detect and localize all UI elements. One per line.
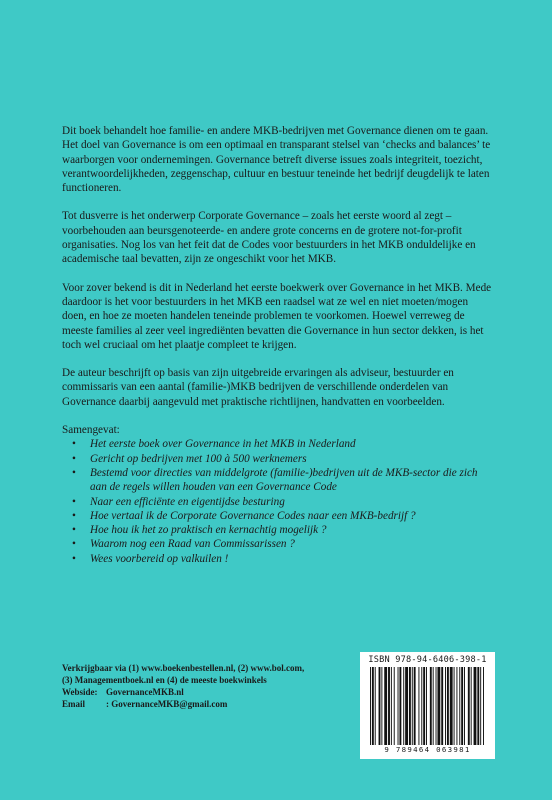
summary-item-text: Wees voorbereid op valkuilen ! <box>90 552 229 565</box>
barcode-digits: 9 789464 063981 <box>384 745 471 754</box>
bullet-icon: • <box>72 495 76 508</box>
website-row <box>62 686 362 698</box>
website-label: Webside: <box>62 687 98 697</box>
summary-item <box>62 537 492 551</box>
availability-footer <box>62 662 362 710</box>
summary-item <box>62 552 492 566</box>
email-row <box>62 698 362 710</box>
summary-item-text: Het eerste boek over Governance in het MKB in Nederland <box>90 438 356 451</box>
summary-item-text: Hoe vertaal ik de Corporate Governance Codes naar een MKB-bedrijf ? <box>90 509 416 522</box>
email-value: : GovernanceMKB@gmail.com <box>106 699 228 709</box>
bullet-icon: • <box>72 438 76 451</box>
barcode-icon <box>368 667 487 745</box>
summary-item-text: Hoe hou ik het zo praktisch en kernachtig mogelijk ? <box>90 524 327 537</box>
summary-item-text: Bestemd voor directies van middelgrote (familie-)bedrijven uit de MKB-sector die zich aan de regels willen houden van een Governance Code <box>90 466 478 494</box>
blurb-paragraph-2: Tot dusverre is het onderwerp Corporate Governance – zoals het eerste woord al zegt – voorbehouden aan beursgenoteerde- en andere grote concerns en de grotere not-for-profit organisaties. Nog los van het feit dat de Codes voor bestuurders in het MKB onduldelijke en academische taal bevatten, zijn ze ongeschikt voor het MKB. <box>62 210 476 266</box>
summary-item <box>62 452 492 466</box>
summary-item <box>62 495 492 509</box>
isbn-number: ISBN 978-94-6406-398-1 <box>368 655 487 665</box>
bullet-icon: • <box>72 466 76 479</box>
summary-item-text: Gericht op bedrijven met 100 à 500 werknemers <box>90 452 307 465</box>
isbn-barcode <box>360 652 495 759</box>
summary-item <box>62 466 492 495</box>
blurb-paragraph-4: De auteur beschrijft op basis van zijn uitgebreide ervaringen als adviseur, bestuurder en commissaris van een aantal (familie-)MKB bedrijven de verschillende onderdelen van Governance daarbij aangevuld met praktische richtlijnen, handvatten en voorbeelden. <box>62 367 454 408</box>
blurb-paragraph-1: Dit boek behandelt hoe familie- en andere MKB-bedrijven met Governance dienen om te gaan. Het doel van Governance is om een optimaal en transparant stelsel van ‘checks and balances’ te waarborgen voor ondernemingen. Governance betreft diverse issues zoals integriteit, toezicht, verantwoordelijkheden, zeggenschap, cultuur en bestuur teneinde het bedrijf deugdelijk te laten functioneren. <box>62 125 491 195</box>
availability-line-2: (3) Managementboek.nl en (4) de meeste boekwinkels <box>62 675 267 685</box>
bullet-icon: • <box>72 538 76 551</box>
bullet-icon: • <box>72 452 76 465</box>
summary-item <box>62 437 492 451</box>
blurb-paragraph-3: Voor zover bekend is dit in Nederland het eerste boekwerk over Governance in het MKB. Mede daardoor is het voor bestuurders in het MKB een raadsel wat ze wel en niet moeten/mogen doen, en hoe ze moeten handelen teneinde problemen te voorkomen. Hoewel verreweg de meeste families al zeer veel ingrediënten bevatten die Governance in hun sector dekken, is het toch wel cruciaal om het plaatje compleet te krijgen. <box>62 281 492 351</box>
summary-list <box>62 437 492 566</box>
email-label: Email <box>62 699 86 709</box>
summary-title: Samengevat: <box>62 424 120 437</box>
website-value: GovernanceMKB.nl <box>106 687 184 697</box>
summary-item-text: Waarom nog een Raad van Commissarissen ? <box>90 538 295 551</box>
blurb-text <box>62 124 492 566</box>
summary-item-text: Naar een efficiënte en eigentijdse besturing <box>90 495 285 508</box>
availability-line-1: Verkrijgbaar via (1) www.boekenbestellen.nl, (2) www.bol.com, <box>62 663 305 673</box>
summary-item <box>62 509 492 523</box>
bullet-icon: • <box>72 524 76 537</box>
summary-item <box>62 523 492 537</box>
bullet-icon: • <box>72 552 76 565</box>
bullet-icon: • <box>72 509 76 522</box>
